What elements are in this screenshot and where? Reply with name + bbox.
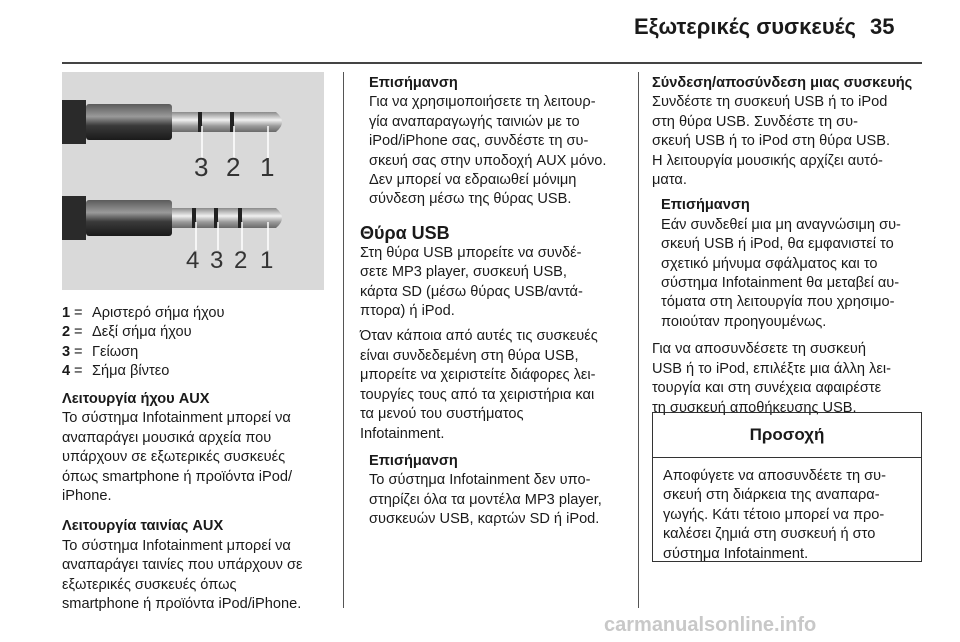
note-text: Για να χρησιμοποιήσετε τη λειτουρ- γία αναπαραγωγής ταινιών με το iPod/iPhone σας, συνδέστε τη συ- σκευή σας στην υποδοχή AUX μόνο. Δεν μπορεί να εδραιωθεί μόνιμη σύνδεση μέσω της θύρας USB. [369,94,607,208]
aux-video-heading: Λειτουργία ταινίας AUX [62,518,224,535]
legend-sep: = [74,305,83,321]
column-1 [62,390,338,614]
figure-legend [62,304,225,382]
aux-audio-text: Το σύστημα Infotainment μπορεί να αναπαράγει μουσικά αρχεία που υπάρχουν σε εξωτερικές συσκευές όπως smartphone ή προϊόντα iPod/ iPhone. [62,410,293,505]
note-usb-support [360,452,632,530]
legend-text: Γείωση [92,343,139,360]
usb-port-heading: Θύρα USB [360,222,450,243]
column-2 [360,74,632,530]
connect-device-heading: Σύνδεση/αποσύνδεση μιας συσκευής [652,75,913,91]
caution-box [652,412,922,562]
note-title: Επισήμανση [369,75,458,91]
audio-video-jack-plugs-diagram-icon [62,72,324,290]
legend-sep: = [74,363,83,380]
page-number: 35 [870,14,895,39]
bottom-plug-label-2: 2 [234,247,248,274]
caution-title: Προσοχή [653,413,921,458]
legend-text: Δεξί σήμα ήχου [92,324,192,341]
legend-item [62,323,225,342]
watermark: carmanualsonline.info [604,614,817,636]
note-aux-video [360,74,632,210]
disconnect-device-text: Για να αποσυνδέσετε τη συσκευή USB ή το iPod, επιλέξτε μια άλλη λει- τουργία και στη συνέχεια αφαιρέστε τη συσκευή αποθήκευσης USB. [652,341,892,416]
jack-plugs-figure [62,72,324,290]
note-title: Επισήμανση [369,452,458,469]
column-divider-2 [638,72,639,608]
legend-sep: = [74,324,83,341]
column-3 [652,74,922,418]
aux-audio-heading: Λειτουργία ήχου AUX [62,391,210,407]
connect-device-text: Συνδέστε τη συσκευή USB ή το iPod στη θύρα USB. Συνδέστε τη συ- σκευή USB ή το iPod στη θύρα USB. Η λειτουργία μουσικής αρχίζει αυτό- ματα. [652,94,891,189]
legend-num: 4 [62,363,71,380]
top-plug-label-2: 2 [226,152,241,182]
note-text: Το σύστημα Infotainment δεν υπο- στηρίζει όλα τα μοντέλα MP3 player, συσκευών USB, καρτών SD ή iPod. [369,472,602,528]
legend-num: 3 [62,343,71,360]
four-pole-plug [62,196,282,250]
header-rule [62,62,922,64]
usb-port-text-2: Όταν κάποια από αυτές τις συσκευές είναι συνδεδεμένη στη θύρα USB, μπορείτε να χειριστείτε διάφορες λει- τουργίες τους από τα χειριστήρια και τα μενού του συστήματος Infotainment. [360,328,598,442]
legend-num: 2 [62,324,71,341]
bottom-plug-label-3: 3 [210,247,224,274]
usb-port-text-1: Στη θύρα USB μπορείτε να συνδέ- σετε MP3 player, συσκευή USB, κάρτα SD (μέσω θύρας USB/αντά- πτορα) ή iPod. [360,244,583,320]
three-pole-plug [62,100,282,158]
legend-text: Σήμα βίντεο [92,363,170,380]
note-unreadable-device [652,196,922,332]
legend-item [62,304,225,323]
bottom-plug-label-1: 1 [260,247,274,274]
legend-text: Αριστερό σήμα ήχου [92,305,225,321]
caution-text: Αποφύγετε να αποσυνδέετε τη συ- σκευή στη διάρκεια της αναπαρα- γωγής. Κάτι τέτοιο μπορεί να προ- καλέσει ζημιά στη συσκευή ή στο σύστημα Infotainment. [663,468,887,562]
column-divider-1 [343,72,344,608]
top-plug-label-3: 3 [194,152,209,182]
legend-item [62,362,225,381]
legend-num: 1 [62,305,71,321]
note-text: Εάν συνδεθεί μια μη αναγνώσιμη συ- σκευή USB ή iPod, θα εμφανιστεί το σχετικό μήνυμα σφάλματος και το σύστημα Infotainment θα μεταβεί αυ- τόματα στη λειτουργία που χρησιμο- ποιούταν προηγουμένως. [661,216,901,330]
note-title: Επισήμανση [661,197,750,214]
page-header-title: Εξωτερικές συσκευές [634,14,856,39]
aux-video-text: Το σύστημα Infotainment μπορεί να αναπαράγει ταινίες που υπάρχουν σε εξωτερικές συσκευές όπως smartphone ή προϊόντα iPod/iPhone. [62,537,303,613]
top-plug-label-1: 1 [260,152,275,182]
legend-sep: = [74,343,83,360]
bottom-plug-label-4: 4 [186,247,200,274]
legend-item [62,343,225,362]
